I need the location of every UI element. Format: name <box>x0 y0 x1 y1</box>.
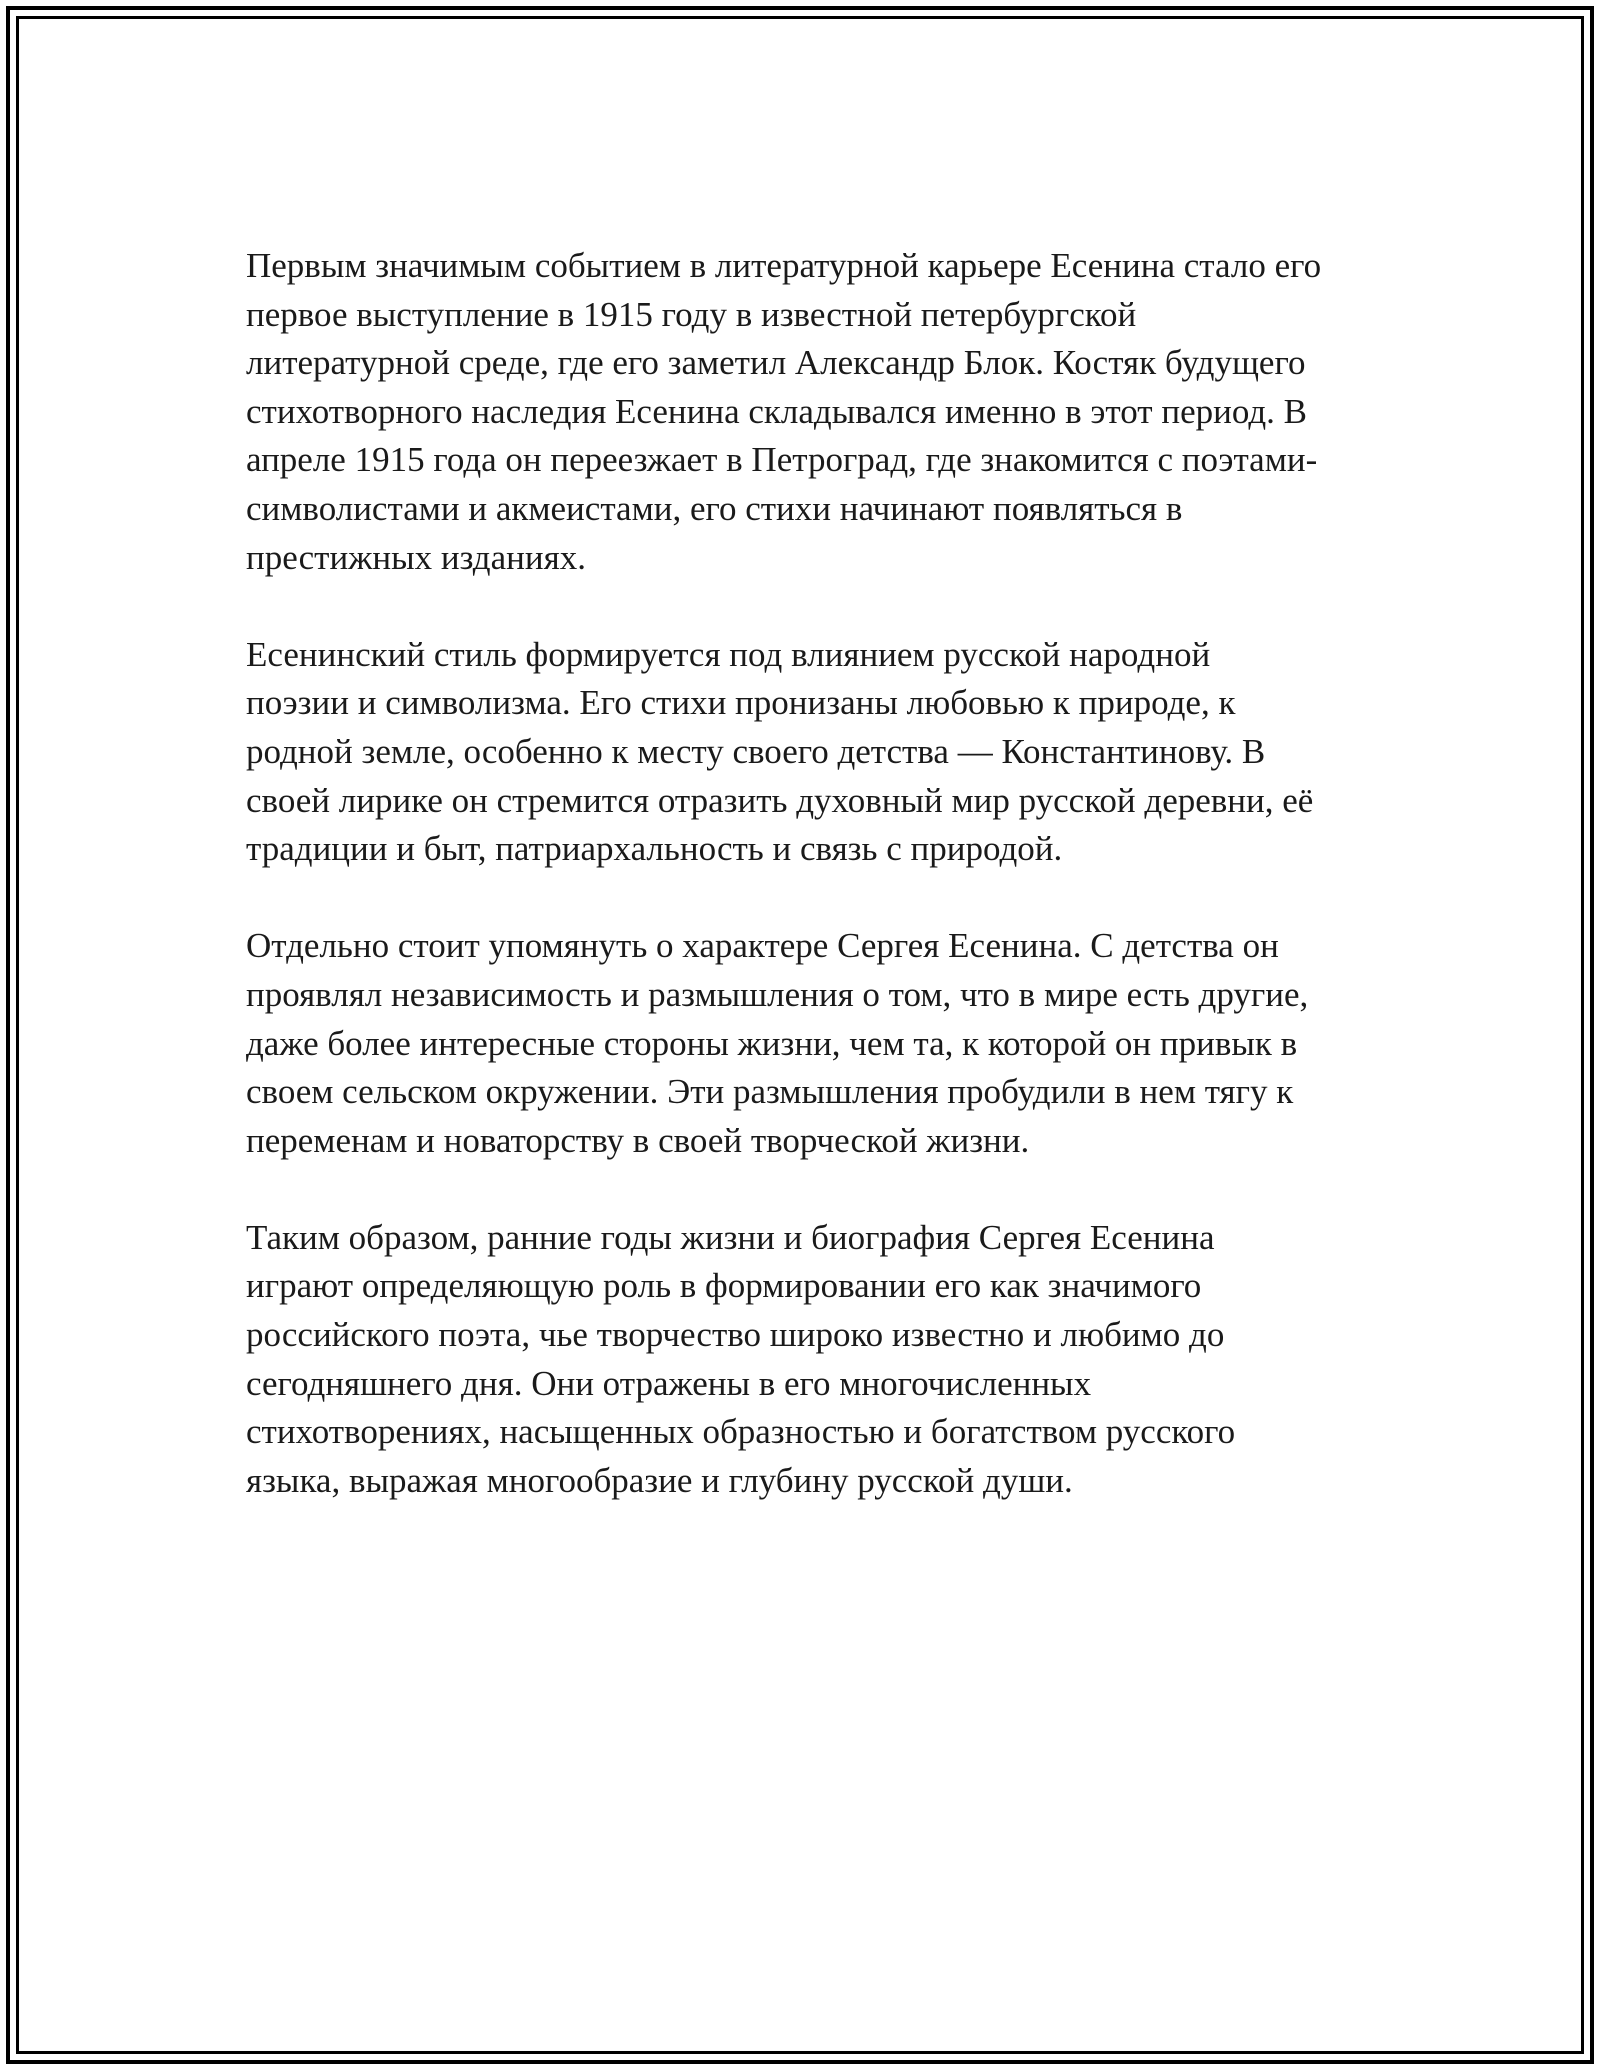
text-line: апреле 1915 года он переезжает в Петроград, где знакомится с поэтами- <box>246 440 1318 480</box>
text-line: литературной среде, где его заметил Александр Блок. Костяк будущего <box>246 343 1306 383</box>
text-line: российского поэта, чье творчество широко известно и любимо до <box>246 1315 1225 1355</box>
text-line: поэзии и символизма. Его стихи пронизаны любовью к природе, к <box>246 683 1236 723</box>
document-body <box>246 242 1396 1554</box>
text-line: родной земле, особенно к месту своего детства — Константинову. В <box>246 731 1266 771</box>
text-line: символистами и акмеистами, его стихи начинают появляться в <box>246 488 1183 528</box>
page-border <box>6 6 1594 2064</box>
paragraph-3 <box>246 922 1396 1165</box>
text-line: играют определяющую роль в формировании его как значимого <box>246 1266 1202 1306</box>
text-line: даже более интересные стороны жизни, чем та, к которой он привык в <box>246 1023 1298 1063</box>
text-line: языка, выражая многообразие и глубину русской души. <box>246 1460 1073 1500</box>
paragraph-2 <box>246 631 1396 874</box>
text-line: переменам и новаторству в своей творческой жизни. <box>246 1120 1030 1160</box>
text-line: Таким образом, ранние годы жизни и биография Сергея Есенина <box>246 1217 1215 1257</box>
text-line: своем сельском окружении. Эти размышления пробудили в нем тягу к <box>246 1072 1294 1112</box>
text-line: престижных изданиях. <box>246 537 586 577</box>
paragraph-1 <box>246 242 1396 582</box>
text-line: Отдельно стоит упомянуть о характере Сергея Есенина. С детства он <box>246 926 1279 966</box>
text-line: стихотворного наследия Есенина складывался именно в этот период. В <box>246 391 1307 431</box>
text-line: проявлял независимость и размышления о том, что в мире есть другие, <box>246 974 1309 1014</box>
text-line: своей лирике он стремится отразить духовный мир русской деревни, её <box>246 780 1314 820</box>
text-line: традиции и быт, патриархальность и связь с природой. <box>246 829 1063 869</box>
text-line: сегодняшнего дня. Они отражены в его многочисленных <box>246 1363 1092 1403</box>
text-line: стихотворениях, насыщенных образностью и богатством русского <box>246 1412 1236 1452</box>
text-line: Первым значимым событием в литературной карьере Есенина стало его <box>246 246 1322 285</box>
text-line: первое выступление в 1915 году в известной петербургской <box>246 294 1137 334</box>
text-line: Есенинский стиль формируется под влиянием русской народной <box>246 634 1211 674</box>
paragraph-4 <box>246 1214 1396 1506</box>
